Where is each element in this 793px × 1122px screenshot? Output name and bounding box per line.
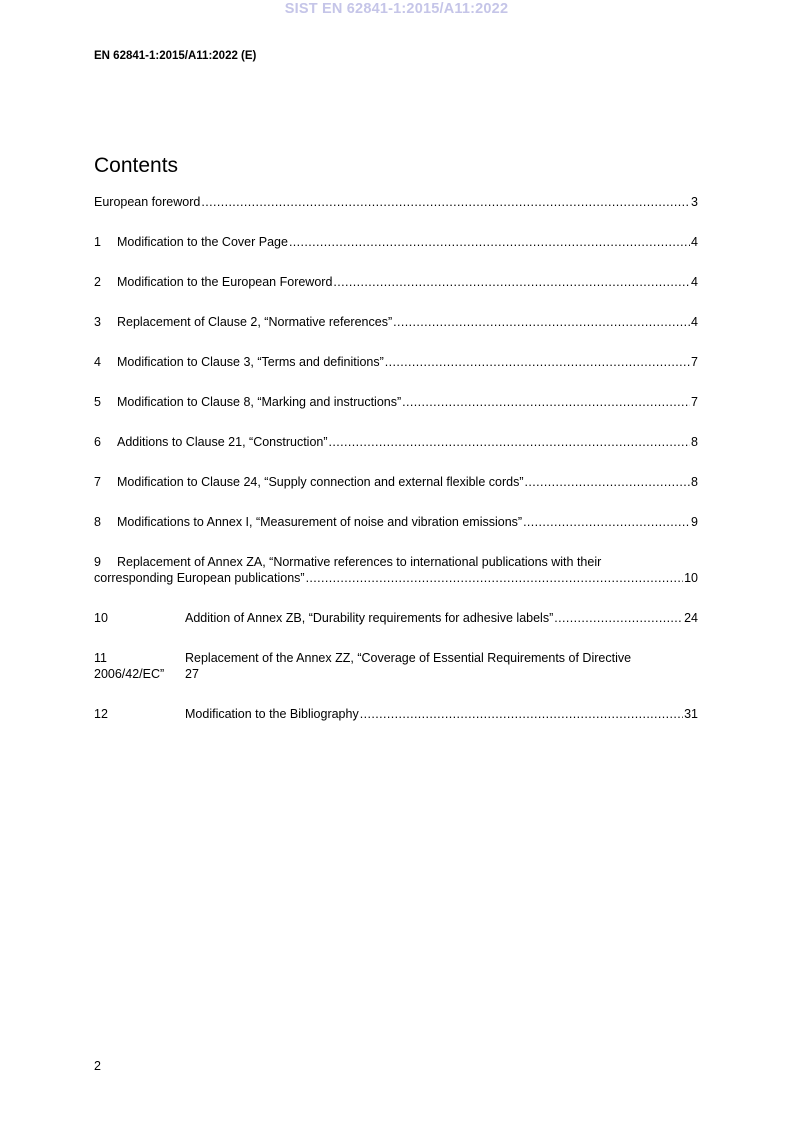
toc-leader — [554, 611, 683, 625]
toc-leader — [289, 235, 690, 249]
toc-leader — [385, 355, 690, 369]
toc-entry-7[interactable] — [94, 475, 698, 491]
toc-entry-number: 6 — [94, 435, 101, 449]
toc-entry-title: Modification to the Cover Page — [117, 235, 288, 249]
toc-entry-title: Modification to Clause 8, “Marking and instructions” — [117, 395, 402, 409]
toc-entry-european-foreword[interactable] — [94, 195, 698, 211]
toc-entry-title: Addition of Annex ZB, “Durability requirements for adhesive labels” — [185, 611, 554, 625]
toc-leader — [393, 315, 690, 329]
contents-heading: Contents — [94, 154, 179, 177]
toc-entry-title: Modification to Clause 24, “Supply connection and external flexible cords” — [117, 475, 524, 489]
toc-entry-page: 7 — [691, 395, 698, 409]
toc-entry-number: 12 — [94, 707, 108, 721]
toc-entry-1[interactable] — [94, 235, 698, 251]
toc-entry-title: Additions to Clause 21, “Construction” — [117, 435, 328, 449]
toc-entry-number: 2 — [94, 275, 101, 289]
toc-entry-number: 8 — [94, 515, 101, 529]
toc-entry-number: 4 — [94, 355, 101, 369]
toc-entry-page: 8 — [691, 435, 698, 449]
toc-entry-9-continuation[interactable] — [94, 571, 698, 587]
toc-entry-title-continuation: corresponding European publications” — [94, 571, 305, 585]
toc-entry-number: 9 — [94, 555, 101, 569]
toc-entry-number: 3 — [94, 315, 101, 329]
toc-leader — [523, 515, 690, 529]
toc-entry-2[interactable] — [94, 275, 698, 291]
toc-entry-11[interactable] — [94, 651, 631, 665]
toc-entry-10[interactable] — [94, 611, 698, 627]
toc-entry-title: Replacement of Clause 2, “Normative references” — [117, 315, 393, 329]
page-number: 2 — [94, 1059, 101, 1073]
toc-entry-6[interactable] — [94, 435, 698, 451]
toc-entry-page: 10 — [684, 571, 698, 585]
toc-entry-page: 3 — [691, 195, 698, 209]
toc-entry-page: 4 — [691, 275, 698, 289]
toc-leader — [329, 435, 691, 449]
toc-entry-number: 11 — [94, 651, 107, 665]
toc-entry-number: 10 — [94, 611, 108, 625]
toc-entry-number: 1 — [94, 235, 101, 249]
toc-entry-page: 9 — [691, 515, 698, 529]
toc-entry-page: 4 — [691, 235, 698, 249]
toc-entry-title: Modifications to Annex I, “Measurement of noise and vibration emissions” — [117, 515, 523, 529]
toc-entry-page: 8 — [691, 475, 698, 489]
toc-entry-title: Replacement of the Annex ZZ, “Coverage of Essential Requirements of Directive — [185, 651, 632, 665]
toc-entry-page: 27 — [185, 667, 199, 681]
toc-entry-5[interactable] — [94, 395, 698, 411]
toc-leader — [360, 707, 683, 721]
toc-entry-title: Replacement of Annex ZA, “Normative references to international publications with their — [117, 555, 602, 569]
toc-entry-8[interactable] — [94, 515, 698, 531]
toc-entry-number: 5 — [94, 395, 101, 409]
watermark: SIST EN 62841-1:2015/A11:2022 — [284, 1, 509, 17]
toc-entry-title: Modification to Clause 3, “Terms and definitions” — [117, 355, 384, 369]
toc-entry-page: 31 — [684, 707, 698, 721]
toc-entry-4[interactable] — [94, 355, 698, 371]
toc-leader — [333, 275, 690, 289]
toc-leader — [402, 395, 690, 409]
document-id: EN 62841-1:2015/A11:2022 (E) — [94, 50, 257, 62]
toc-entry-title: Modification to the European Foreword — [117, 275, 333, 289]
toc-entry-number-continuation: 2006/42/EC” — [94, 667, 165, 681]
toc-leader — [524, 475, 690, 489]
toc-entry-number: 7 — [94, 475, 101, 489]
toc-entry-page: 24 — [684, 611, 698, 625]
toc-entry-page: 7 — [691, 355, 698, 369]
toc-entry-3[interactable] — [94, 315, 698, 331]
toc-entry-11-continuation[interactable] — [94, 667, 199, 681]
toc-entry-12[interactable] — [94, 707, 698, 723]
toc-entry-title: Modification to the Bibliography — [185, 707, 359, 721]
toc-entry-title: European foreword — [94, 195, 201, 209]
toc-entry-page: 4 — [691, 315, 698, 329]
toc-entry-9[interactable] — [94, 555, 601, 569]
toc-leader — [201, 195, 690, 209]
toc-leader — [306, 571, 684, 585]
